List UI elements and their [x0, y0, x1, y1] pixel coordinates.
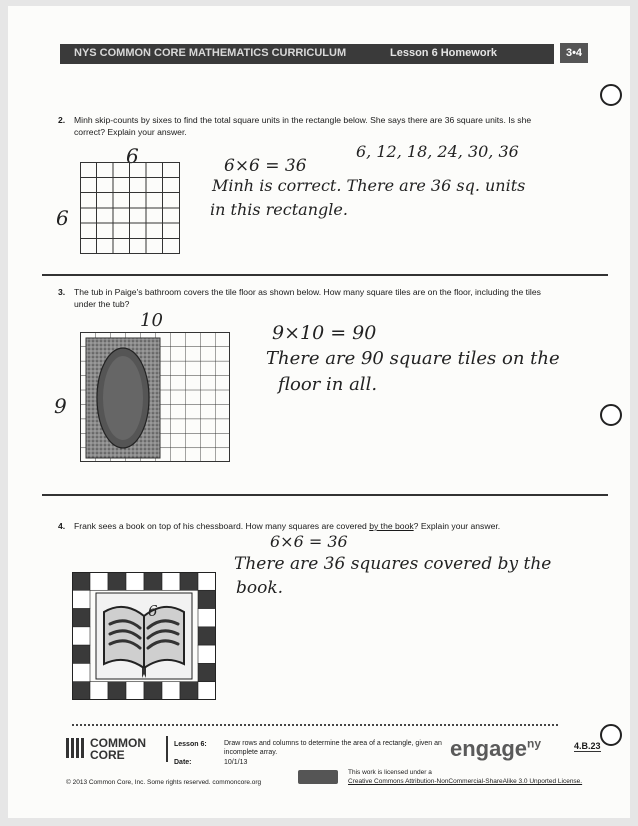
common-core-logo	[66, 736, 156, 760]
answer-line-1: There are 90 square tiles on the	[266, 348, 560, 369]
lesson-number: 3•4	[560, 43, 588, 63]
curriculum-title: NYS COMMON CORE MATHEMATICS CURRICULUM	[74, 47, 347, 59]
chessboard-square	[198, 572, 216, 590]
chessboard-square	[126, 572, 144, 590]
footer-separator	[166, 736, 168, 762]
answer-line-2: in this rectangle.	[210, 200, 348, 219]
chessboard-square	[90, 682, 108, 700]
label-side: 6	[56, 206, 69, 230]
cc-license-badge	[298, 770, 338, 784]
chessboard-square	[72, 663, 90, 681]
question-text-part: Frank sees a book on top of his chessboard. How many squares are covered	[74, 521, 370, 531]
worksheet-page	[8, 6, 630, 818]
question-3	[58, 286, 558, 316]
lesson-description: Draw rows and columns to determine the area of a rectangle, given an incomplete array.	[224, 740, 442, 756]
answer-line-2: floor in all.	[278, 374, 378, 395]
date-value: 10/1/13	[224, 759, 248, 766]
chessboard-square	[198, 645, 216, 663]
question-text	[74, 520, 554, 532]
chessboard-square	[72, 645, 90, 663]
chessboard-square	[108, 572, 126, 590]
chessboard-square	[144, 682, 162, 700]
copyright: © 2013 Common Core, Inc. Some rights reserved. commoncore.org	[66, 779, 262, 786]
page-code: 4.B.23	[574, 741, 601, 751]
label-top: 10	[140, 310, 163, 331]
engage-sup: ny	[527, 736, 542, 751]
chessboard-square	[198, 627, 216, 645]
label-six: 6	[148, 602, 158, 620]
question-number: 2.	[58, 115, 66, 125]
question-2	[58, 114, 558, 144]
license-line-2: Creative Commons Attribution-NonCommercial-ShareAlike 3.0 Unported License.	[348, 778, 583, 785]
answer-line-1: There are 36 squares covered by the	[234, 554, 552, 574]
question-text: The tub in Paige's bathroom covers the tile floor as shown below. How many square tiles are on the floor, including the tiles under the tub?	[74, 287, 541, 309]
answer-equation: 6×6 = 36	[270, 532, 348, 551]
chessboard-square	[72, 609, 90, 627]
chessboard-square	[144, 572, 162, 590]
chessboard-square	[198, 590, 216, 608]
chessboard-square	[180, 572, 198, 590]
chessboard-square	[72, 590, 90, 608]
lesson-label: Lesson 6:	[174, 741, 207, 748]
license-line-1: This work is licensed under a	[348, 769, 432, 776]
underlined-phrase: by the book	[369, 521, 414, 531]
chessboard-square	[180, 682, 198, 700]
binder-hole-middle	[600, 404, 622, 426]
question-number: 4.	[58, 521, 66, 531]
rectangle-grid-6x6	[80, 162, 180, 254]
answer-line-1: Minh is correct. There are 36 sq. units	[212, 176, 526, 195]
engage-ny-logo	[450, 736, 541, 762]
chessboard-square	[162, 682, 180, 700]
answer-equation: 9×10 = 90	[272, 322, 377, 344]
chessboard-square	[72, 572, 90, 590]
lesson-title: Lesson 6 Homework	[390, 47, 497, 59]
skip-count: 6, 12, 18, 24, 30, 36	[356, 142, 519, 161]
chessboard-square	[72, 682, 90, 700]
chessboard-square	[198, 663, 216, 681]
binder-hole-top	[600, 84, 622, 106]
chessboard-with-book	[72, 572, 216, 700]
chessboard-square	[162, 572, 180, 590]
label-top: 6	[126, 144, 139, 168]
question-text-part: ? Explain your answer.	[413, 521, 501, 531]
footer-rule	[72, 724, 558, 726]
engage-text: engage	[450, 736, 528, 761]
chessboard-square	[198, 682, 216, 700]
chessboard-square	[72, 627, 90, 645]
chessboard-square	[90, 572, 108, 590]
brand-line-2: CORE	[90, 748, 125, 762]
date-label: Date:	[174, 759, 192, 766]
brand-line-1: COMMON	[90, 736, 146, 750]
label-side: 9	[54, 394, 67, 418]
tile-floor-grid-10x9	[80, 332, 230, 462]
section-divider	[42, 494, 608, 496]
binder-hole-bottom	[600, 724, 622, 746]
chessboard-square	[108, 682, 126, 700]
answer-line-2: book.	[236, 578, 284, 598]
answer-equation: 6×6 = 36	[224, 156, 307, 176]
section-divider	[42, 274, 608, 276]
logo-mark	[66, 738, 86, 758]
chessboard-square	[126, 682, 144, 700]
question-number: 3.	[58, 287, 66, 297]
question-text: Minh skip-counts by sixes to find the total square units in the rectangle below. She says there are 36 square units. Is she correct? Explain your answer.	[74, 115, 532, 137]
header-bar	[60, 44, 583, 64]
chessboard-square	[198, 609, 216, 627]
